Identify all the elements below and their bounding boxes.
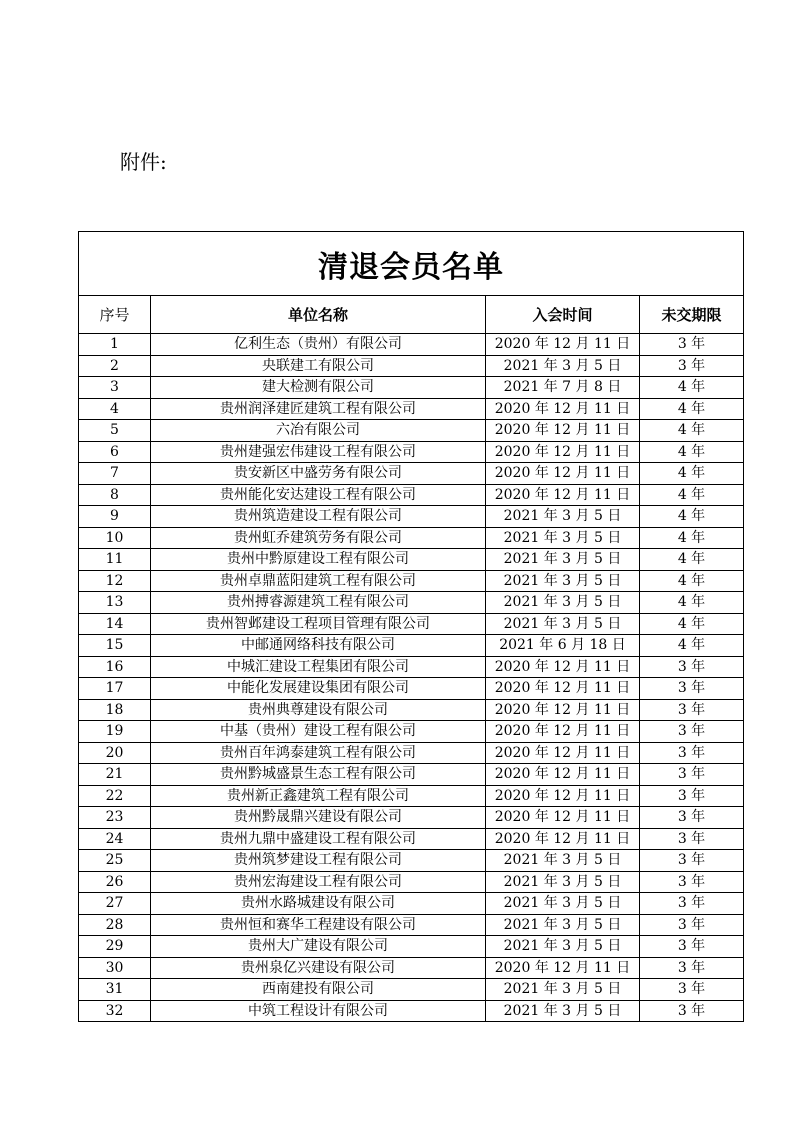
cell-term: 3 年 [640, 785, 744, 807]
cell-term: 4 年 [640, 484, 744, 506]
cell-term: 4 年 [640, 463, 744, 485]
table-row [79, 420, 744, 442]
table-row [79, 678, 744, 700]
cell-date: 2021 年 3 月 5 日 [486, 506, 640, 528]
cell-date: 2021 年 3 月 5 日 [486, 570, 640, 592]
table-row [79, 785, 744, 807]
cell-name: 贵州能化安达建设工程有限公司 [151, 484, 486, 506]
cell-name: 贵州宏海建设工程有限公司 [151, 871, 486, 893]
cell-name: 贵安新区中盛劳务有限公司 [151, 463, 486, 485]
cell-name: 贵州智邺建设工程项目管理有限公司 [151, 613, 486, 635]
cell-date: 2021 年 3 月 5 日 [486, 936, 640, 958]
cell-term: 4 年 [640, 613, 744, 635]
cell-term: 3 年 [640, 721, 744, 743]
member-table [78, 231, 744, 1022]
cell-no: 32 [79, 1000, 151, 1022]
cell-no: 26 [79, 871, 151, 893]
cell-date: 2020 年 12 月 11 日 [486, 699, 640, 721]
cell-no: 14 [79, 613, 151, 635]
table-row [79, 807, 744, 829]
cell-date: 2021 年 3 月 5 日 [486, 893, 640, 915]
header-term: 未交期限 [640, 296, 744, 334]
table-row [79, 377, 744, 399]
table-row [79, 936, 744, 958]
cell-name: 中筑工程设计有限公司 [151, 1000, 486, 1022]
cell-no: 3 [79, 377, 151, 399]
cell-date: 2020 年 12 月 11 日 [486, 807, 640, 829]
cell-term: 3 年 [640, 979, 744, 1001]
table-title: 清退会员名单 [79, 232, 744, 296]
cell-no: 29 [79, 936, 151, 958]
table-body [79, 334, 744, 1022]
table-row [79, 334, 744, 356]
table-row [79, 656, 744, 678]
cell-no: 2 [79, 355, 151, 377]
table-row [79, 441, 744, 463]
cell-name: 贵州中黔原建设工程有限公司 [151, 549, 486, 571]
cell-name: 贵州搏睿源建筑工程有限公司 [151, 592, 486, 614]
table-row [79, 635, 744, 657]
cell-no: 18 [79, 699, 151, 721]
cell-term: 3 年 [640, 355, 744, 377]
cell-no: 11 [79, 549, 151, 571]
cell-name: 贵州新正鑫建筑工程有限公司 [151, 785, 486, 807]
cell-term: 3 年 [640, 914, 744, 936]
cell-term: 4 年 [640, 506, 744, 528]
cell-term: 3 年 [640, 1000, 744, 1022]
cell-name: 贵州百年鸿泰建筑工程有限公司 [151, 742, 486, 764]
cell-term: 4 年 [640, 398, 744, 420]
cell-name: 亿利生态（贵州）有限公司 [151, 334, 486, 356]
cell-date: 2021 年 3 月 5 日 [486, 850, 640, 872]
cell-date: 2021 年 3 月 5 日 [486, 355, 640, 377]
cell-date: 2020 年 12 月 11 日 [486, 398, 640, 420]
cell-date: 2021 年 6 月 18 日 [486, 635, 640, 657]
cell-date: 2020 年 12 月 11 日 [486, 678, 640, 700]
cell-term: 4 年 [640, 377, 744, 399]
cell-name: 建大检测有限公司 [151, 377, 486, 399]
table-row [79, 742, 744, 764]
cell-name: 中城汇建设工程集团有限公司 [151, 656, 486, 678]
cell-no: 19 [79, 721, 151, 743]
table-row [79, 871, 744, 893]
cell-no: 6 [79, 441, 151, 463]
cell-date: 2020 年 12 月 11 日 [486, 721, 640, 743]
cell-no: 25 [79, 850, 151, 872]
cell-date: 2020 年 12 月 11 日 [486, 334, 640, 356]
cell-term: 4 年 [640, 549, 744, 571]
table-row [79, 355, 744, 377]
attachment-label: 附件: [120, 150, 167, 174]
cell-no: 17 [79, 678, 151, 700]
cell-name: 贵州卓鼎蓝阳建筑工程有限公司 [151, 570, 486, 592]
cell-name: 贵州黔晟鼎兴建设有限公司 [151, 807, 486, 829]
cell-name: 西南建投有限公司 [151, 979, 486, 1001]
cell-no: 5 [79, 420, 151, 442]
cell-no: 27 [79, 893, 151, 915]
cell-name: 贵州虹乔建筑劳务有限公司 [151, 527, 486, 549]
cell-name: 贵州筑造建设工程有限公司 [151, 506, 486, 528]
cell-no: 15 [79, 635, 151, 657]
cell-term: 3 年 [640, 957, 744, 979]
cell-term: 4 年 [640, 527, 744, 549]
table-row [79, 979, 744, 1001]
cell-no: 28 [79, 914, 151, 936]
cell-name: 贵州恒和赛华工程建设有限公司 [151, 914, 486, 936]
cell-date: 2020 年 12 月 11 日 [486, 828, 640, 850]
table-row [79, 1000, 744, 1022]
cell-no: 24 [79, 828, 151, 850]
cell-no: 7 [79, 463, 151, 485]
cell-term: 3 年 [640, 893, 744, 915]
table-row [79, 914, 744, 936]
table-row [79, 893, 744, 915]
cell-date: 2020 年 12 月 11 日 [486, 764, 640, 786]
cell-term: 3 年 [640, 807, 744, 829]
cell-term: 4 年 [640, 420, 744, 442]
cell-name: 贵州黔城盛景生态工程有限公司 [151, 764, 486, 786]
cell-no: 20 [79, 742, 151, 764]
cell-term: 4 年 [640, 570, 744, 592]
cell-term: 4 年 [640, 441, 744, 463]
table-row [79, 828, 744, 850]
cell-no: 10 [79, 527, 151, 549]
cell-no: 31 [79, 979, 151, 1001]
cell-term: 3 年 [640, 699, 744, 721]
cell-no: 23 [79, 807, 151, 829]
cell-date: 2020 年 12 月 11 日 [486, 656, 640, 678]
cell-date: 2020 年 12 月 11 日 [486, 441, 640, 463]
cell-term: 4 年 [640, 635, 744, 657]
cell-no: 9 [79, 506, 151, 528]
cell-name: 央联建工有限公司 [151, 355, 486, 377]
cell-date: 2021 年 3 月 5 日 [486, 979, 640, 1001]
table-row [79, 592, 744, 614]
table-row [79, 613, 744, 635]
table-row [79, 570, 744, 592]
cell-date: 2020 年 12 月 11 日 [486, 420, 640, 442]
cell-name: 贵州大广建设有限公司 [151, 936, 486, 958]
cell-name: 贵州润泽建匠建筑工程有限公司 [151, 398, 486, 420]
cell-no: 13 [79, 592, 151, 614]
header-no: 序号 [79, 296, 151, 334]
table-row [79, 699, 744, 721]
cell-term: 3 年 [640, 764, 744, 786]
cell-name: 贵州水路城建设有限公司 [151, 893, 486, 915]
cell-name: 贵州典尊建设有限公司 [151, 699, 486, 721]
cell-term: 3 年 [640, 678, 744, 700]
cell-name: 贵州九鼎中盛建设工程有限公司 [151, 828, 486, 850]
cell-date: 2021 年 3 月 5 日 [486, 1000, 640, 1022]
table-row [79, 721, 744, 743]
table-row [79, 957, 744, 979]
cell-date: 2020 年 12 月 11 日 [486, 484, 640, 506]
table-row [79, 549, 744, 571]
cell-term: 3 年 [640, 742, 744, 764]
cell-name: 六冶有限公司 [151, 420, 486, 442]
cell-no: 30 [79, 957, 151, 979]
cell-term: 3 年 [640, 656, 744, 678]
cell-date: 2021 年 3 月 5 日 [486, 613, 640, 635]
cell-date: 2021 年 3 月 5 日 [486, 592, 640, 614]
cell-date: 2021 年 3 月 5 日 [486, 871, 640, 893]
cell-date: 2020 年 12 月 11 日 [486, 742, 640, 764]
cell-no: 8 [79, 484, 151, 506]
cell-name: 中基（贵州）建设工程有限公司 [151, 721, 486, 743]
table-row [79, 398, 744, 420]
cell-date: 2021 年 3 月 5 日 [486, 549, 640, 571]
cell-name: 贵州建强宏伟建设工程有限公司 [151, 441, 486, 463]
cell-term: 3 年 [640, 850, 744, 872]
cell-date: 2021 年 3 月 5 日 [486, 527, 640, 549]
table-row [79, 484, 744, 506]
cell-term: 4 年 [640, 592, 744, 614]
table-row [79, 764, 744, 786]
cell-no: 1 [79, 334, 151, 356]
cell-date: 2020 年 12 月 11 日 [486, 463, 640, 485]
cell-no: 4 [79, 398, 151, 420]
table-row [79, 506, 744, 528]
cell-term: 3 年 [640, 871, 744, 893]
table-row [79, 527, 744, 549]
cell-no: 12 [79, 570, 151, 592]
table-row [79, 850, 744, 872]
cell-date: 2021 年 3 月 5 日 [486, 914, 640, 936]
cell-name: 中邮通网络科技有限公司 [151, 635, 486, 657]
cell-term: 3 年 [640, 334, 744, 356]
cell-date: 2021 年 7 月 8 日 [486, 377, 640, 399]
cell-term: 3 年 [640, 936, 744, 958]
header-date: 入会时间 [486, 296, 640, 334]
cell-name: 贵州筑梦建设工程有限公司 [151, 850, 486, 872]
cell-date: 2020 年 12 月 11 日 [486, 957, 640, 979]
cell-no: 21 [79, 764, 151, 786]
cell-no: 22 [79, 785, 151, 807]
table-row [79, 463, 744, 485]
cell-term: 3 年 [640, 828, 744, 850]
cell-no: 16 [79, 656, 151, 678]
cell-date: 2020 年 12 月 11 日 [486, 785, 640, 807]
cell-name: 中能化发展建设集团有限公司 [151, 678, 486, 700]
header-name: 单位名称 [151, 296, 486, 334]
cell-name: 贵州泉亿兴建设有限公司 [151, 957, 486, 979]
